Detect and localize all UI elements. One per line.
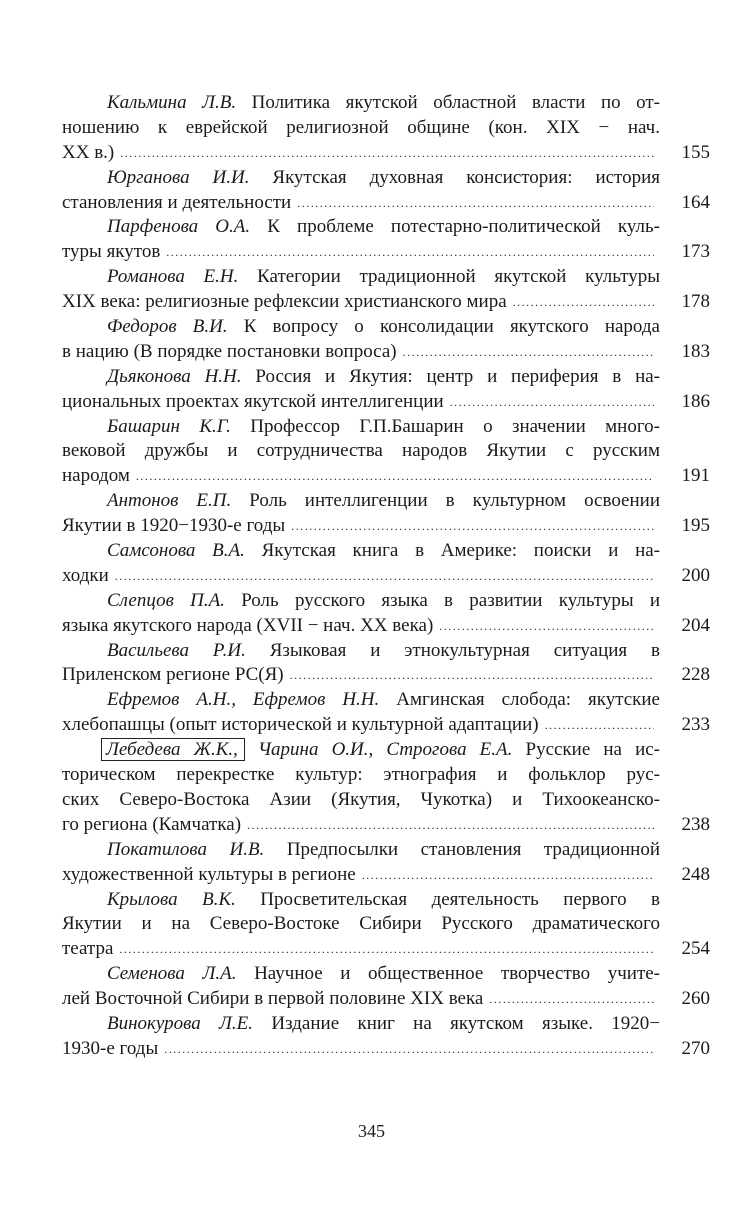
toc-line: [62, 863, 710, 888]
entry-title-text: Издание книг на якутском языке. 1920−: [271, 1012, 660, 1034]
entry-title-text: Якутии и на Северо-Востоке Сибири Русского драматического: [62, 913, 660, 935]
entry-page-number: 248: [681, 863, 710, 885]
entry-title-text: циональных проектах якутской интеллигенции: [62, 390, 444, 412]
toc-line: [62, 539, 660, 564]
entry-page-number: 228: [681, 664, 710, 686]
entry-author: Федоров В.И.: [107, 316, 228, 338]
entry-title-text: в нацию (В порядке постановки вопроса): [62, 340, 397, 362]
dot-leader: [513, 290, 654, 315]
toc-line: [62, 265, 660, 290]
dot-leader: [403, 340, 654, 365]
toc-entry: [62, 1012, 710, 1062]
entry-title-text: Роль русского языка в развитии культуры и: [241, 589, 660, 611]
toc-line: [62, 589, 660, 614]
dot-leader: [489, 987, 654, 1012]
highlighted-author: Лебедева Ж.К.,: [101, 738, 245, 761]
dot-leader: [247, 813, 654, 838]
toc-line: [62, 340, 710, 365]
toc-entry: [62, 688, 710, 738]
toc-line-text: [62, 290, 507, 315]
entry-title-text: Якутская духовная консистория: история: [272, 166, 660, 188]
toc-line-text: [62, 1037, 158, 1062]
toc-line: [62, 838, 660, 863]
toc-line: [62, 91, 660, 116]
toc-entry: [62, 738, 710, 838]
toc-line-text: [62, 191, 291, 216]
entry-title-text: ношению к еврейской религиозной общине (кон. XIX − нач.: [62, 116, 660, 138]
entry-title-text: XIX века: религиозные рефлексии христианского мира: [62, 291, 507, 313]
toc-line-text: [62, 663, 284, 688]
dot-leader: [439, 614, 654, 639]
entry-author: Васильева Р.И.: [107, 639, 246, 661]
toc-entry: [62, 415, 710, 490]
entry-title-text: хлебопашцы (опыт исторической и культурной адаптации): [62, 714, 539, 736]
toc-line: [62, 464, 710, 489]
toc-line-text: [62, 141, 114, 166]
entry-author: Крылова В.К.: [107, 888, 236, 910]
dot-leader: [164, 1037, 654, 1062]
entry-title-text: Русские на ис-: [525, 739, 660, 761]
toc-entry: [62, 265, 710, 315]
toc-line-text: [62, 564, 109, 589]
dot-leader: [119, 937, 654, 962]
entry-author: Ефремов А.Н., Ефремов Н.Н.: [107, 689, 380, 711]
entry-author: Дьяконова Н.Н.: [107, 365, 242, 387]
toc-line: [62, 315, 660, 340]
toc-entry: [62, 365, 710, 415]
entry-page-number: 178: [681, 291, 710, 313]
toc-line: [62, 390, 710, 415]
toc-line: [62, 564, 710, 589]
toc-line: [62, 788, 660, 813]
entry-title-text: ходки: [62, 564, 109, 586]
toc-line: [62, 912, 660, 937]
entry-page-number: 155: [681, 141, 710, 163]
entry-title-text: Приленском регионе РС(Я): [62, 664, 284, 686]
toc-entry: [62, 639, 710, 689]
toc-line-text: [62, 987, 483, 1012]
entry-title-text: Профессор Г.П.Башарин о значении много-: [250, 415, 660, 437]
entry-title-text: Якутии в 1920−1930-е годы: [62, 515, 286, 537]
entry-title-text: Научное и общественное творчество учите-: [254, 963, 660, 985]
entry-title-text: лей Восточной Сибири в первой половине XIX века: [62, 988, 484, 1010]
entry-title-text: туры якутов: [62, 241, 161, 263]
toc-entry: [62, 166, 710, 216]
dot-leader: [297, 191, 654, 216]
toc-line: [62, 614, 710, 639]
entry-author: Парфенова О.А.: [107, 216, 251, 238]
toc-line: [62, 215, 660, 240]
entry-author: Кальмина Л.В.: [107, 92, 237, 113]
toc-line: [62, 489, 660, 514]
entry-page-number: 195: [681, 515, 710, 537]
toc-line: [62, 713, 710, 738]
entry-title-text: Роль интеллигенции в культурном освоении: [249, 490, 660, 512]
toc-entry: [62, 838, 710, 888]
entry-page-number: 204: [681, 614, 710, 636]
entry-title-text: народом: [62, 465, 130, 487]
entry-title-text: торическом перекрестке культур: этнография и фольклор рус-: [62, 764, 660, 786]
toc-line: [62, 166, 660, 191]
toc-entry: [62, 888, 710, 963]
entry-page-number: 260: [681, 988, 710, 1010]
entry-title-text: художественной культуры в регионе: [62, 863, 356, 885]
toc-line: [62, 738, 660, 763]
entry-page-number: 173: [681, 241, 710, 263]
dot-leader: [291, 514, 654, 539]
entry-title-text: вековой дружбы и сотрудничества народов Якутии с русским: [62, 440, 660, 462]
entry-author: Семенова Л.А.: [107, 963, 237, 985]
toc-line: [62, 888, 660, 913]
toc-line-text: [62, 614, 433, 639]
toc-line: [62, 987, 710, 1012]
toc-line: [62, 962, 660, 987]
entry-author: Башарин К.Г.: [107, 415, 231, 437]
entry-page-number: 191: [681, 465, 710, 487]
toc-entry: [62, 315, 710, 365]
toc-line-text: [62, 813, 241, 838]
entry-title-text: Амгинская слобода: якутские: [396, 689, 660, 711]
entry-page-number: 270: [681, 1037, 710, 1059]
toc-line: [62, 514, 710, 539]
toc-line-text: [62, 390, 444, 415]
toc-line-text: [62, 464, 130, 489]
toc-entry: [62, 539, 710, 589]
entry-title-text: Россия и Якутия: центр и периферия в на-: [255, 365, 660, 387]
toc-entry: [62, 962, 710, 1012]
entry-title-text: Предпосылки становления традиционной: [286, 838, 660, 860]
entry-page-number: 254: [681, 938, 710, 960]
entry-page-number: 183: [681, 340, 710, 362]
toc-line: [62, 439, 660, 464]
entry-author: Юрганова И.И.: [107, 166, 250, 188]
entry-title-text: 1930-е годы: [62, 1037, 159, 1059]
dot-leader: [136, 464, 654, 489]
table-of-contents: [62, 91, 710, 1062]
entry-author: Романова Е.Н.: [107, 266, 239, 288]
entry-author: Слепцов П.А.: [107, 589, 225, 611]
entry-title-text: становления и деятельности: [62, 191, 292, 213]
dot-leader: [450, 390, 654, 415]
toc-entry: [62, 91, 710, 166]
page-number: 345: [358, 1121, 385, 1141]
toc-line-text: [62, 937, 113, 962]
dot-leader: [166, 240, 654, 265]
entry-author: Винокурова Л.Е.: [107, 1012, 254, 1034]
entry-title-text: го региона (Камчатка): [62, 813, 242, 835]
entry-title-text: Якутская книга в Америке: поиски и на-: [261, 540, 660, 562]
entry-title-text: Политика якутской областной власти по от-: [251, 92, 660, 113]
dot-leader: [115, 564, 654, 589]
toc-entry: [62, 215, 710, 265]
toc-entry: [62, 589, 710, 639]
toc-line: [62, 763, 660, 788]
toc-line: [62, 937, 710, 962]
dot-leader: [362, 863, 654, 888]
toc-line-text: [62, 713, 539, 738]
toc-line: [62, 191, 710, 216]
toc-line: [62, 688, 660, 713]
toc-entry: [62, 489, 710, 539]
dot-leader: [120, 141, 654, 166]
toc-line: [62, 1012, 660, 1037]
entry-title-text: К вопросу о консолидации якутского народа: [243, 316, 660, 338]
entry-title-text: театра: [62, 938, 114, 960]
entry-author: Самсонова В.А.: [107, 540, 245, 562]
entry-title-text: Языковая и этнокультурная ситуация в: [269, 639, 660, 661]
entry-page-number: 164: [681, 191, 710, 213]
toc-line-text: [62, 340, 397, 365]
toc-line-text: [62, 863, 356, 888]
entry-title-text: ских Северо-Востока Азии (Якутия, Чукотка) и Тихоокеанско-: [62, 788, 660, 810]
entry-title-text: языка якутского народа (XVII − нач. XX века): [62, 614, 434, 636]
toc-line: [62, 663, 710, 688]
toc-line: [62, 639, 660, 664]
entry-page-number: 233: [681, 714, 710, 736]
entry-page-number: 238: [681, 813, 710, 835]
toc-line: [62, 813, 710, 838]
toc-line: [62, 290, 710, 315]
entry-page-number: 200: [681, 564, 710, 586]
entry-title-text: XX в.): [62, 141, 115, 163]
entry-author: Антонов Е.П.: [107, 490, 232, 512]
toc-line: [62, 141, 710, 166]
toc-line-text: [62, 514, 285, 539]
toc-line: [62, 1037, 710, 1062]
toc-line-text: [62, 240, 160, 265]
dot-leader: [545, 713, 654, 738]
entry-page-number: 186: [681, 390, 710, 412]
toc-line: [62, 116, 660, 141]
toc-line: [62, 365, 660, 390]
entry-author: Чарина О.И., Строгова Е.А.: [257, 739, 513, 761]
toc-line: [62, 415, 660, 440]
entry-author: Покатилова И.В.: [107, 838, 265, 860]
dot-leader: [290, 663, 654, 688]
entry-title-text: Просветительская деятельность первого в: [260, 888, 660, 910]
entry-title-text: К проблеме потестарно-политической куль-: [267, 216, 660, 238]
entry-title-text: Категории традиционной якутской культуры: [257, 266, 660, 288]
toc-line: [62, 240, 710, 265]
